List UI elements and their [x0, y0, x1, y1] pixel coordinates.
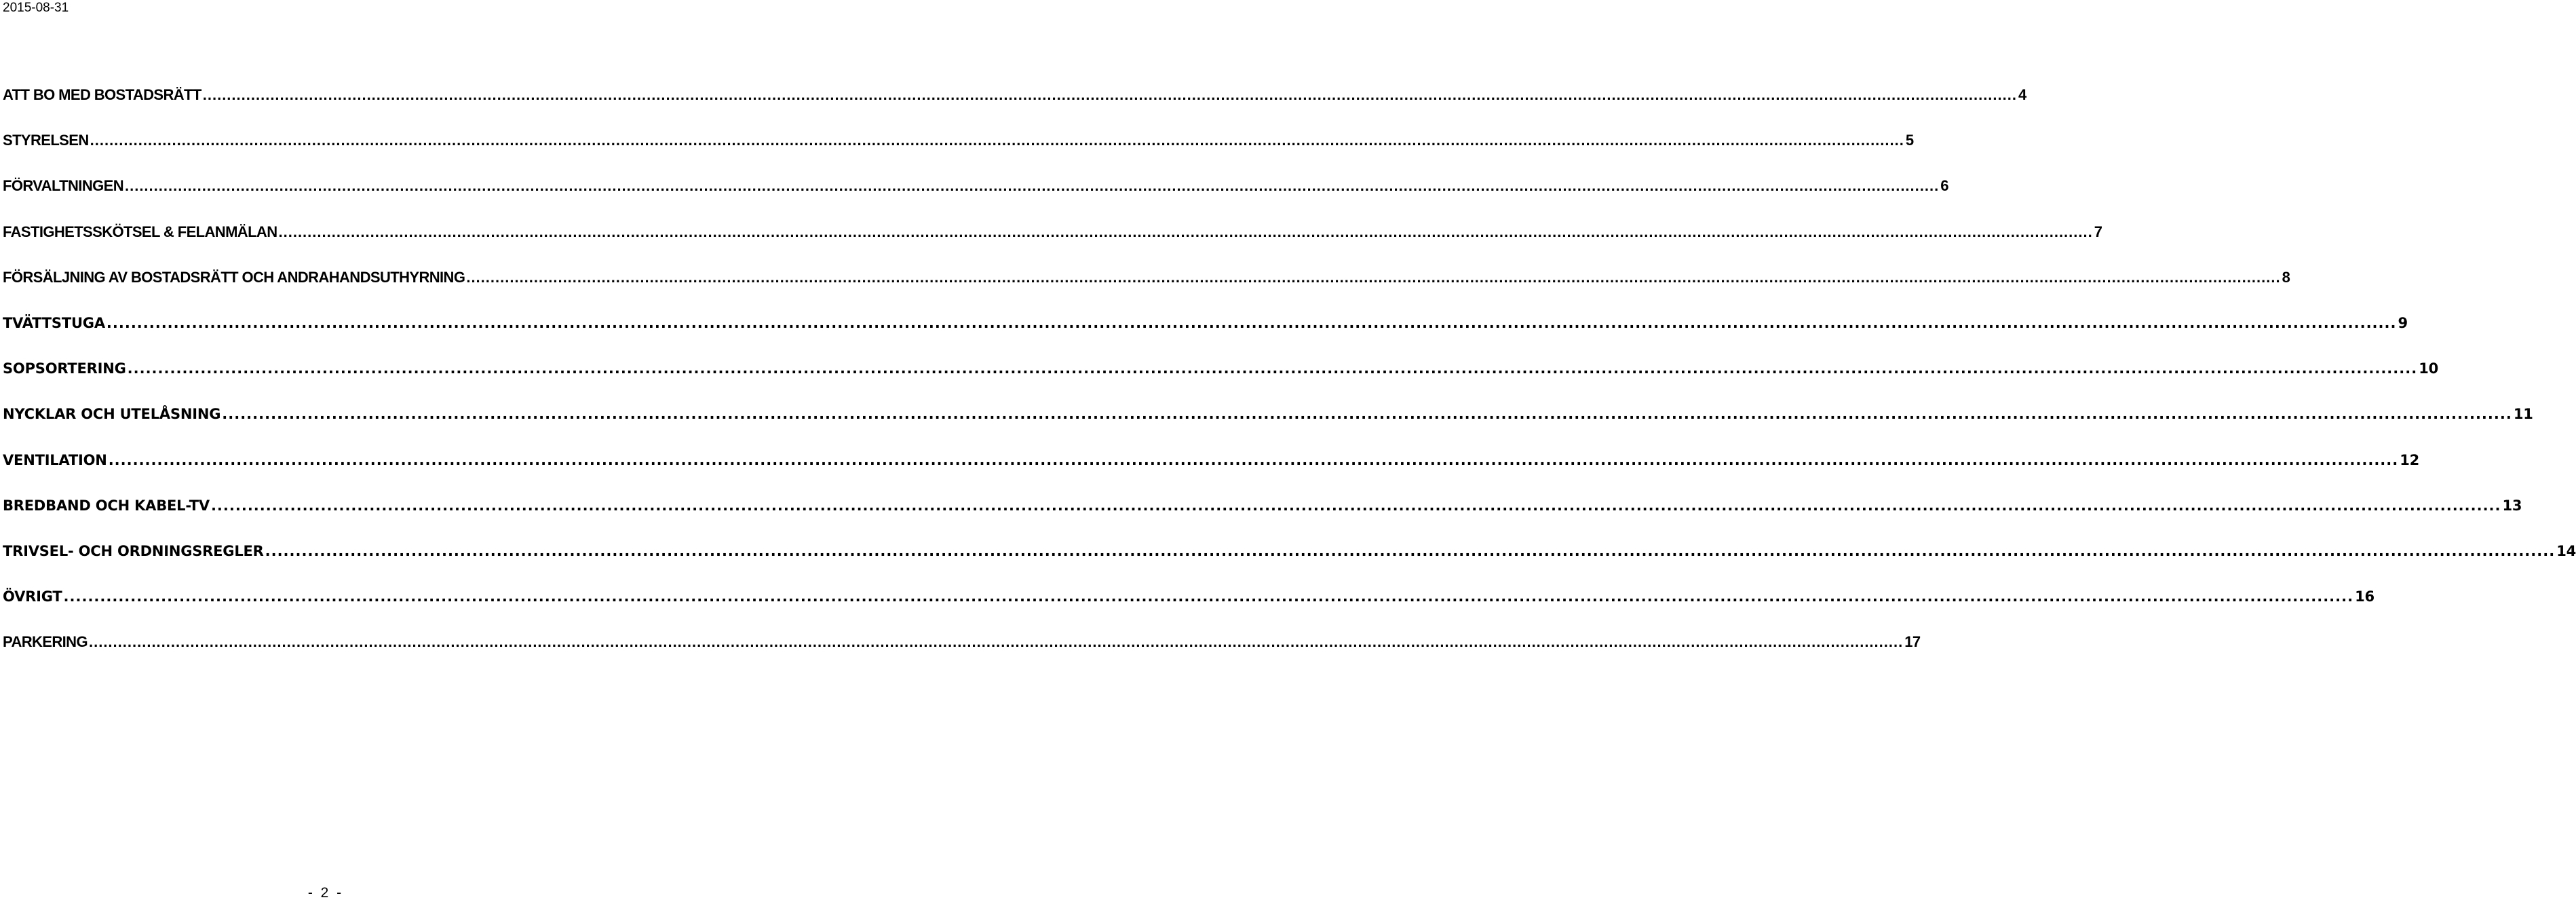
- toc-entry-fastighetsskotsel[interactable]: [3, 222, 2102, 267]
- toc-entry-att-bo-med-bostadsratt[interactable]: [3, 85, 2026, 130]
- toc-entry-page: 7: [2094, 223, 2102, 240]
- toc-entry-page: 11: [2513, 406, 2533, 423]
- toc-entry-title: FÖRSÄLJNING AV BOSTADSRÄTT OCH ANDRAHANDSUTHYRNING: [3, 268, 465, 286]
- toc-entry-page: 4: [2018, 86, 2026, 103]
- toc-dot-leader: [222, 404, 2512, 424]
- toc-entry-title: ÖVRIGT: [3, 588, 62, 605]
- toc-entry-title: ATT BO MED BOSTADSRÄTT: [3, 86, 201, 103]
- toc-entry-tvattstuga[interactable]: [3, 313, 2408, 358]
- toc-dot-leader: [64, 586, 2354, 607]
- toc-entry-page: 17: [1904, 633, 1921, 651]
- toc-entry-page: 8: [2282, 268, 2290, 286]
- toc-entry-page: 6: [1940, 177, 1948, 195]
- toc-entry-title: FÖRVALTNINGEN: [3, 177, 123, 195]
- toc-entry-styrelsen[interactable]: [3, 130, 1914, 176]
- toc-entry-title: NYCKLAR OCH UTELÅSNING: [3, 406, 221, 423]
- toc-entry-page: 10: [2419, 360, 2439, 377]
- toc-dot-leader: [128, 358, 2418, 379]
- toc-entry-page: 13: [2502, 497, 2522, 514]
- toc-dot-leader: [89, 632, 1903, 652]
- toc-entry-title: TRIVSEL- OCH ORDNINGSREGLER: [3, 542, 264, 559]
- toc-entry-trivsel[interactable]: [3, 541, 2576, 586]
- toc-dot-leader: [107, 313, 2397, 333]
- table-of-contents: [3, 85, 2576, 677]
- toc-entry-parkering[interactable]: [3, 632, 1921, 677]
- toc-entry-forsaljning[interactable]: [3, 267, 2290, 313]
- toc-entry-ovrigt[interactable]: [3, 586, 2375, 632]
- toc-dot-leader: [211, 495, 2501, 516]
- toc-entry-forvaltningen[interactable]: [3, 176, 1948, 221]
- toc-dot-leader: [90, 130, 1904, 151]
- footer-page-number: - 2 -: [307, 885, 344, 901]
- toc-entry-title: BREDBAND OCH KABEL-TV: [3, 497, 210, 514]
- toc-dot-leader: [203, 85, 2017, 105]
- toc-dot-leader: [125, 176, 1939, 196]
- toc-entry-page: 12: [2400, 451, 2420, 468]
- toc-entry-title: VENTILATION: [3, 451, 107, 468]
- toc-dot-leader: [265, 541, 2556, 561]
- toc-entry-title: PARKERING: [3, 633, 88, 651]
- toc-entry-nycklar[interactable]: [3, 404, 2533, 449]
- toc-entry-title: STYRELSEN: [3, 132, 89, 149]
- toc-entry-title: SOPSORTERING: [3, 360, 126, 377]
- toc-entry-page: 14: [2556, 542, 2576, 559]
- toc-entry-sopsortering[interactable]: [3, 358, 2439, 404]
- toc-entry-bredband[interactable]: [3, 495, 2522, 541]
- toc-entry-ventilation[interactable]: [3, 450, 2420, 495]
- toc-entry-page: 5: [1905, 132, 1914, 149]
- toc-dot-leader: [279, 222, 2093, 242]
- toc-dot-leader: [109, 450, 2399, 470]
- toc-dot-leader: [466, 267, 2280, 288]
- toc-entry-title: FASTIGHETSSKÖTSEL & FELANMÄLAN: [3, 223, 277, 240]
- toc-entry-page: 9: [2398, 314, 2408, 331]
- toc-entry-page: 16: [2355, 588, 2375, 605]
- header-date: 2015-08-31: [3, 1, 69, 15]
- toc-entry-title: TVÄTTSTUGA: [3, 314, 105, 331]
